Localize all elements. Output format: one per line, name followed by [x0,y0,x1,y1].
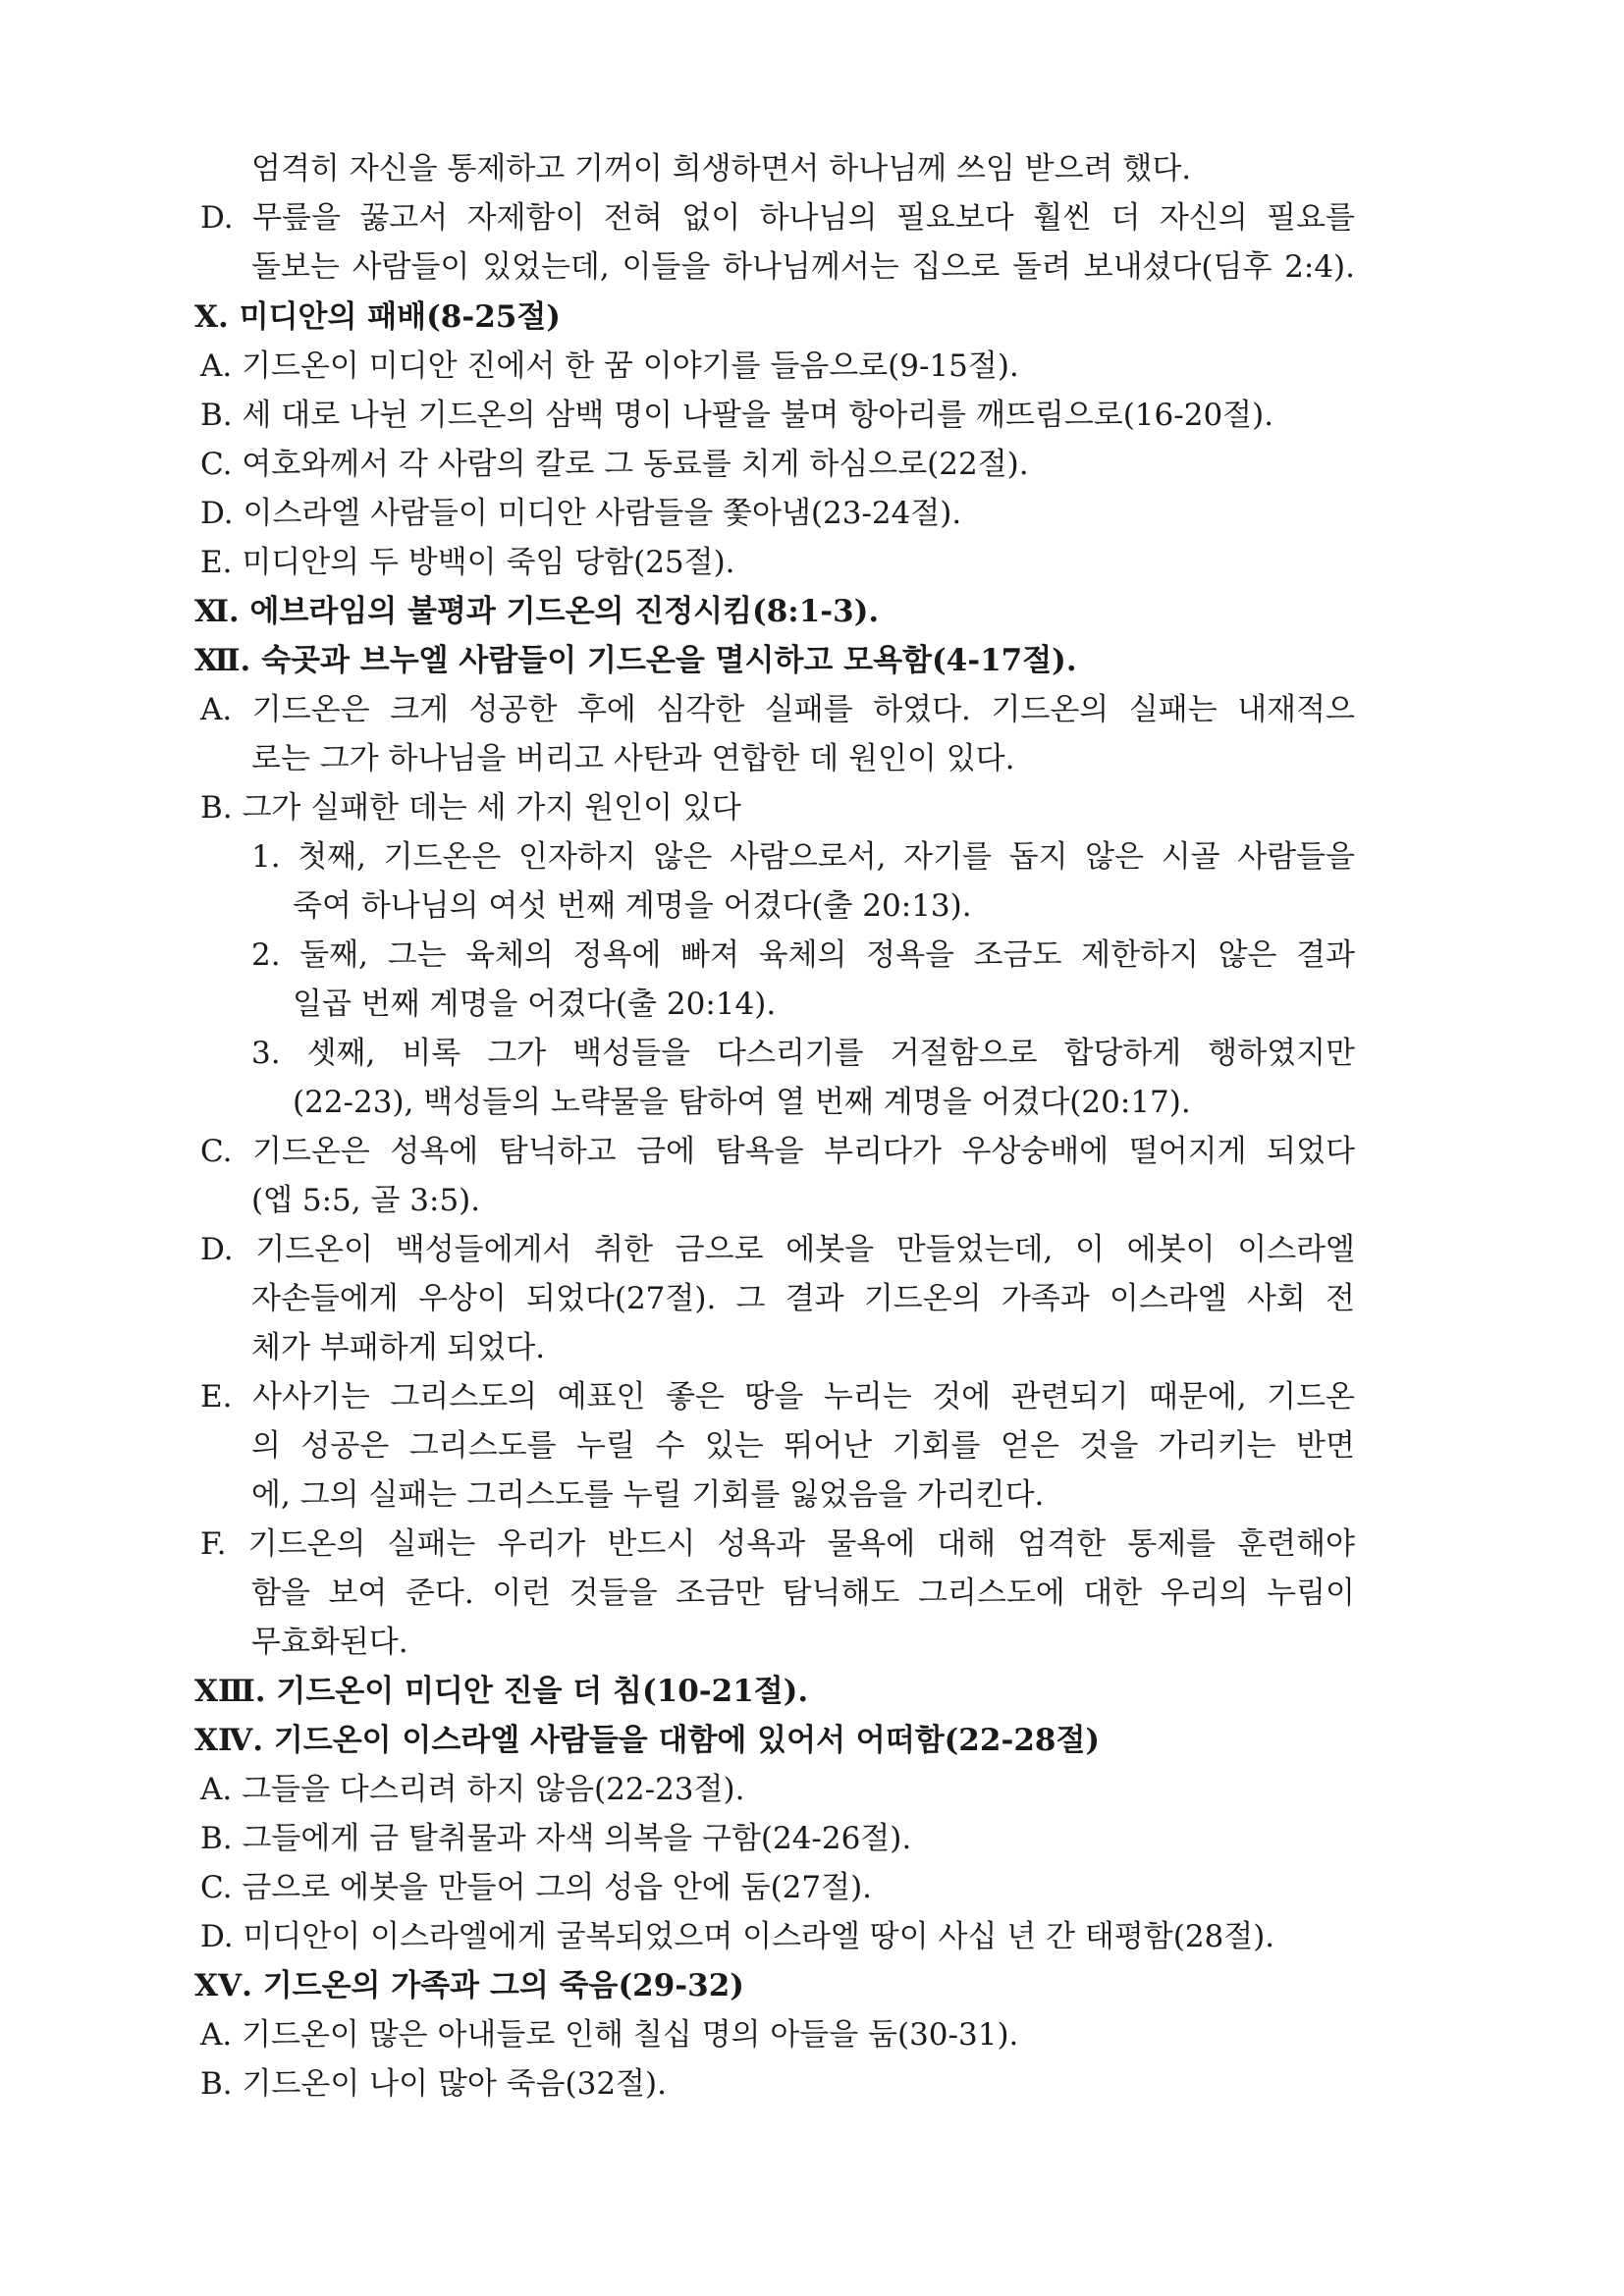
outline-item-a: A. 그들을 다스리려 하지 않음(22-23절). [200,1772,745,1807]
outline-item-e: E. 사사기는 그리스도의 예표인 좋은 땅을 누리는 것에 관련되기 때문에, 기드온 [200,1379,1355,1415]
outline-subitem-3: 3. 셋째, 비록 그가 백성들을 다스리기를 거절함으로 합당하게 행하였지만 [251,1036,1355,1071]
outline-item-d: D. 무릎을 꿇고서 자제함이 전혀 없이 하나님의 필요보다 훨씬 더 자신의 필요를 [200,200,1355,236]
outline-subitem-1: 1. 첫째, 기드온은 인자하지 않은 사람으로서, 자기를 돕지 않은 시골 사람들을 [251,839,1355,875]
outline-line-continuation: 죽여 하나님의 여섯 번째 계명을 어겼다(출 20:13). [293,888,972,924]
outline-line-continuation: 무효화된다. [251,1625,408,1660]
outline-subitem-2: 2. 둘째, 그는 육체의 정욕에 빠져 육체의 정욕을 조금도 제한하지 않은 결과 [251,937,1355,973]
outline-line-continuation: 돌보는 사람들이 있었는데, 이들을 하나님께서는 집으로 돌려 보내셨다(딤후 2:4). [251,249,1355,285]
outline-line-continuation: 일곱 번째 계명을 어겼다(출 20:14). [293,987,777,1022]
outline-item-a: A. 기드온이 많은 아내들로 인해 칠십 명의 아들을 둠(30-31). [200,2017,1019,2053]
outline-item-d: D. 기드온이 백성들에게서 취한 금으로 에봇을 만들었는데, 이 에봇이 이스라엘 [200,1232,1355,1267]
section-heading-xv: XⅤ. 기드온의 가족과 그의 죽음(29-32) [194,1968,744,2003]
outline-line-continuation: 자손들에게 우상이 되었다(27절). 그 결과 기드온의 가족과 이스라엘 사회 전 [251,1281,1355,1316]
outline-item-e: E. 미디안의 두 방백이 죽임 당함(25절). [200,545,735,580]
outline-item-b: B. 세 대로 나뉜 기드온의 삼백 명이 나팔을 불며 항아리를 깨뜨림으로(16-20절). [200,398,1274,433]
outline-item-c: C. 기드온은 성욕에 탐닉하고 금에 탐욕을 부리다가 우상숭배에 떨어지게 되었다 [200,1134,1355,1169]
outline-item-c: C. 금으로 에봇을 만들어 그의 성읍 안에 둠(27절). [200,1870,873,1905]
outline-item-b: B. 기드온이 나이 많아 죽음(32절). [200,2066,667,2102]
section-heading-xii: Ⅻ. 숙곳과 브누엘 사람들이 기드온을 멸시하고 모욕함(4-17절). [194,643,1077,678]
outline-line-continuation: (22-23), 백성들의 노략물을 탐하여 열 번째 계명을 어겼다(20:17). [293,1085,1191,1120]
outline-item-a: A. 기드온은 크게 성공한 후에 심각한 실패를 하였다. 기드온의 실패는 내재적으 [200,692,1355,727]
outline-line-continuation: (엡 5:5, 골 3:5). [251,1183,481,1218]
outline-item-b: B. 그들에게 금 탈취물과 자색 의복을 구함(24-26절). [200,1821,912,1856]
outline-line-continuation: 의 성공은 그리스도를 누릴 수 있는 뛰어난 기회를 얻은 것을 가리키는 반면 [251,1428,1355,1464]
section-heading-xiii: XⅢ. 기드온이 미디안 진을 더 침(10-21절). [194,1674,809,1709]
outline-line-continuation: 체가 부패하게 되었다. [251,1330,546,1365]
outline-line-continuation: 로는 그가 하나님을 버리고 사탄과 연합한 데 원인이 있다. [251,741,1015,776]
outline-item-d: D. 미디안이 이스라엘에게 굴복되었으며 이스라엘 땅이 사십 년 간 태평함(28절). [200,1919,1275,1954]
section-heading-xi: Ⅺ. 에브라임의 불평과 기드온의 진정시킴(8:1-3). [194,594,880,629]
outline-item-c: C. 여호와께서 각 사람의 칼로 그 동료를 치게 하심으로(22절). [200,447,1029,482]
outline-line-continuation: 함을 보여 준다. 이런 것들을 조금만 탐닉해도 그리스도에 대한 우리의 누림이 [251,1575,1355,1611]
outline-line-continuation: 에, 그의 실패는 그리스도를 누릴 기회를 잃었음을 가리킨다. [251,1477,1045,1513]
outline-item-d: D. 이스라엘 사람들이 미디안 사람들을 쫓아냄(23-24절). [200,496,962,531]
section-heading-x: Ⅹ. 미디안의 패배(8-25절) [194,299,561,335]
outline-line-continuation: 엄격히 자신을 통제하고 기꺼이 희생하면서 하나님께 쓰임 받으려 했다. [251,151,1192,187]
outline-item-b: B. 그가 실패한 데는 세 가지 원인이 있다 [200,790,741,826]
outline-item-a: A. 기드온이 미디안 진에서 한 꿈 이야기를 들음으로(9-15절). [200,348,1019,384]
section-heading-xiv: XⅣ. 기드온이 이스라엘 사람들을 대함에 있어서 어떠함(22-28절) [194,1723,1101,1758]
outline-item-f: F. 기드온의 실패는 우리가 반드시 성욕과 물욕에 대해 엄격한 통제를 훈련해야 [200,1526,1355,1562]
